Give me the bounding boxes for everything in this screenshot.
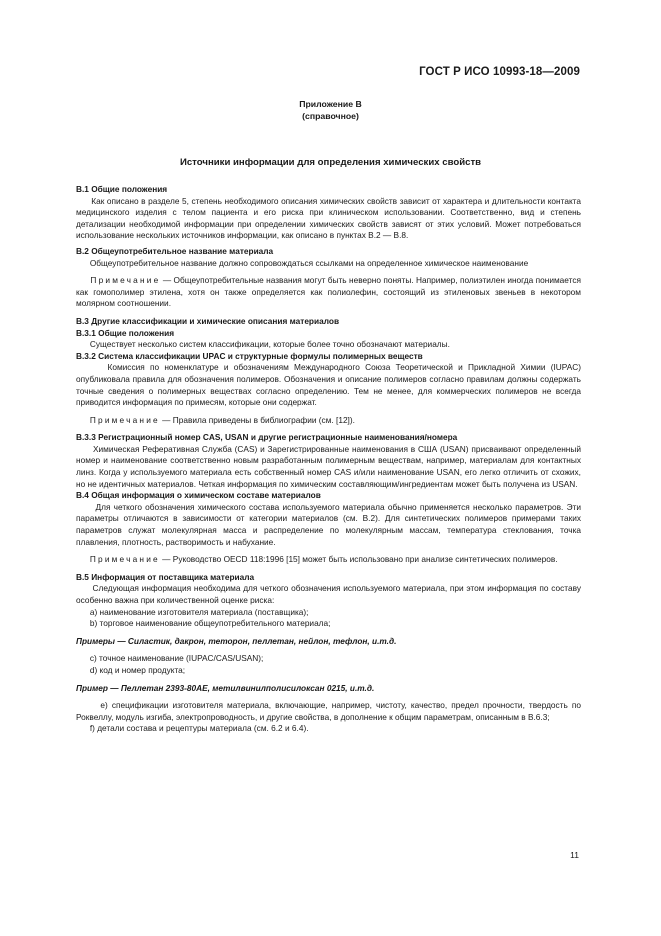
section-heading-b3: В.3 Другие классификации и химические описания материалов bbox=[76, 315, 340, 326]
section-heading-b4: В.4 Общая информация о химическом составе материалов bbox=[76, 490, 321, 501]
subsection-text-b32 bbox=[76, 362, 581, 408]
section-text-b4-content: Для четкого обозначения химического состава используемого материала обычно применяется несколько параметров. Эти параметры отличаются в зависимости от категории материалов (см. В.2). Для синтетических полимеров примерами таких параметров служат молекулярная масса и распределение по молекулярным массам, температура стеклования, точка плавления, плотность, растворимость и набухание. bbox=[76, 501, 581, 547]
note-text: — Правила приведены в библиографии (см. [12]). bbox=[159, 414, 355, 425]
document-body bbox=[76, 184, 581, 735]
list-item-b bbox=[76, 618, 581, 630]
subsection-text-b31-content: Существует несколько систем классификации, которые более точно обозначают материалы. bbox=[89, 339, 450, 350]
note-label: Примечание bbox=[89, 554, 160, 565]
section-heading-b5: В.5 Информация от поставщика материала bbox=[76, 571, 255, 582]
list-item-f-text: f) детали состава и рецептуры материала (см. 6.2 и 6.4). bbox=[89, 723, 309, 734]
section-text-b4 bbox=[76, 502, 581, 548]
note-text: — Общеупотребительные названия могут быть неверно поняты. Например, полиэтилен иногда понимается как гомополимер этилена, хотя он также определяется как полиолефин, состоящий из этиленовых звеньев в некотором молярном соотношении. bbox=[76, 275, 581, 309]
list-item-e-text: е) спецификации изготовителя материала, включающие, например, чистоту, качество, предел прочности, твердость по Роквеллу, модуль изгиба, электропроводность, и другие свойства, в дополнение к общим параметрам, описанным в В.6.3; bbox=[76, 700, 581, 722]
section-text-b1-content: Как описано в разделе 5, степень необходимого описания химических свойств зависит от характера и длительности контакта медицинского изделия с телом пациента и его риска при клиническом использовании. Соответственно, вид и степень детализации необходимой информации при определении химических свойств зависят от этих условий. Может потребоваться использование нескольких источников информации, как описано в пунктах В.2 — В.8. bbox=[76, 195, 581, 241]
section-text-b2-content: Общеупотребительное название должно сопровождаться ссылками на определенное химическое наименование bbox=[89, 257, 529, 268]
subsection-text-b33 bbox=[76, 444, 581, 490]
example-2: Пример — Пеллетан 2393-80АЕ, метилвинилполисилоксан 0215, и.т.д. bbox=[76, 682, 375, 693]
appendix-subtitle: (справочное) bbox=[302, 111, 359, 121]
note-b32 bbox=[76, 415, 581, 427]
note-b4 bbox=[76, 554, 581, 566]
example-1: Примеры — Силастик, дакрон, теторон, пеллетан, нейлон, тефлон, и.т.д. bbox=[76, 635, 397, 646]
subsection-heading-b32: В.3.2 Система классификации UPAC и структурные формулы полимерных веществ bbox=[76, 350, 423, 361]
list-item-d-text: d) код и номер продукта; bbox=[89, 664, 186, 675]
list-item-f bbox=[76, 723, 581, 735]
subsection-text-b32-content: Комиссия по номенклатуре и обозначениям Международного Союза Теоретической и Прикладной Химии (IUPAC) опубликовала правила для обозначения полимеров. Обозначения и описание полимеров согласно правилам должны содержать точные сведения о полимерных веществах согласно определению. Тем не менее, для коммерческих полимеров не всегда приводится информация по примесям, которые они содержат. bbox=[76, 362, 581, 408]
list-item-c bbox=[76, 653, 581, 665]
main-title: Источники информации для определения химических свойств bbox=[179, 157, 482, 168]
list-item-a-text: а) наименование изготовителя материала (поставщика); bbox=[89, 606, 309, 617]
section-intro-b5 bbox=[76, 583, 581, 606]
list-item-d bbox=[76, 665, 581, 677]
section-intro-b5-content: Следующая информация необходима для четкого обозначения используемого материала, при этом информация по составу особенно важна при количественной оценке риска: bbox=[76, 583, 581, 605]
list-item-c-text: с) точное наименование (IUPAC/CAS/USAN); bbox=[89, 653, 264, 664]
list-item-b-text: b) торговое наименование общеупотребительного материала; bbox=[89, 618, 331, 629]
subsection-text-b33-content: Химическая Реферативная Служба (CAS) и Зарегистрированные наименования в США (USAN) присваивают определенный номер и наименование соответственно новым разработанным полимерным веществам, например, материалам для контактных линз. Когда у используемого материала есть собственный номер CAS и/или наименование USAN, его легко отличить от схожих, но не идентичных материалов. Четкая информация по химическим составляющим/ингредиентам может быть получена из USAN. bbox=[76, 443, 581, 489]
list-item-e bbox=[76, 700, 581, 723]
document-code: ГОСТ Р ИСО 10993-18—2009 bbox=[419, 66, 580, 78]
note-b2 bbox=[76, 275, 581, 310]
appendix-title: Приложение В bbox=[299, 99, 362, 109]
section-heading-b2: В.2 Общеупотребительное название материала bbox=[76, 245, 274, 256]
section-text-b1 bbox=[76, 196, 581, 242]
list-item-a bbox=[76, 607, 581, 619]
note-label: Примечание bbox=[89, 414, 160, 425]
subsection-text-b31 bbox=[76, 339, 581, 351]
section-text-b2 bbox=[76, 258, 581, 270]
subsection-heading-b33: В.3.3 Регистрационный номер CAS, USAN и другие регистрационные наименования/номера bbox=[76, 432, 458, 443]
page-number: 11 bbox=[570, 850, 579, 860]
section-heading-b1: В.1 Общие положения bbox=[76, 184, 168, 194]
subsection-heading-b31: В.3.1 Общие положения bbox=[76, 327, 175, 338]
note-label: Примечание bbox=[90, 275, 161, 286]
note-text: — Руководство OECD 118:1996 [15] может быть использовано при анализе синтетических полимеров. bbox=[159, 554, 558, 565]
appendix-block bbox=[0, 98, 661, 122]
